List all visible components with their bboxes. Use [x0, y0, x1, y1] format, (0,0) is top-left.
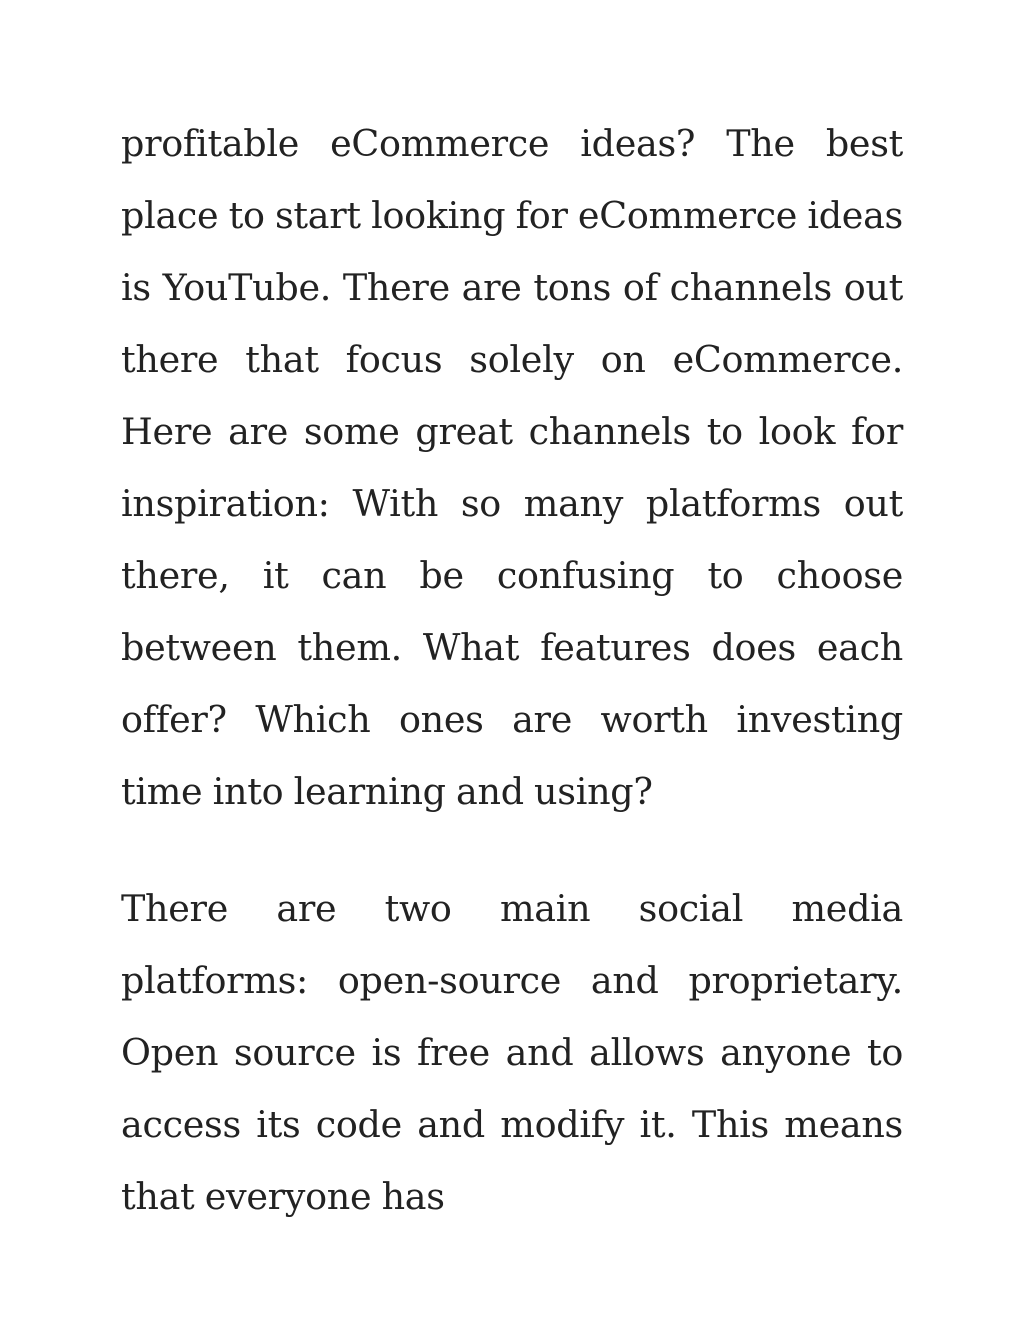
- paragraph-ecommerce-ideas: profitable eCommerce ideas? The best place to start looking for eCommerce ideas is YouTube. There are tons of channels out there that focus solely on eCommerce. Here are some great channels to look for inspiration: With so many platforms out there, it can be confusing to choose between them. What features does each offer? Which ones are worth investing time into learning and using?: [121, 122, 903, 813]
- document-page: [121, 108, 903, 1233]
- paragraph-social-media-platforms: There are two main social media platforms: open-source and proprietary. Open source is free and allows anyone to access its code and modify it. This means that everyone has: [121, 887, 903, 1218]
